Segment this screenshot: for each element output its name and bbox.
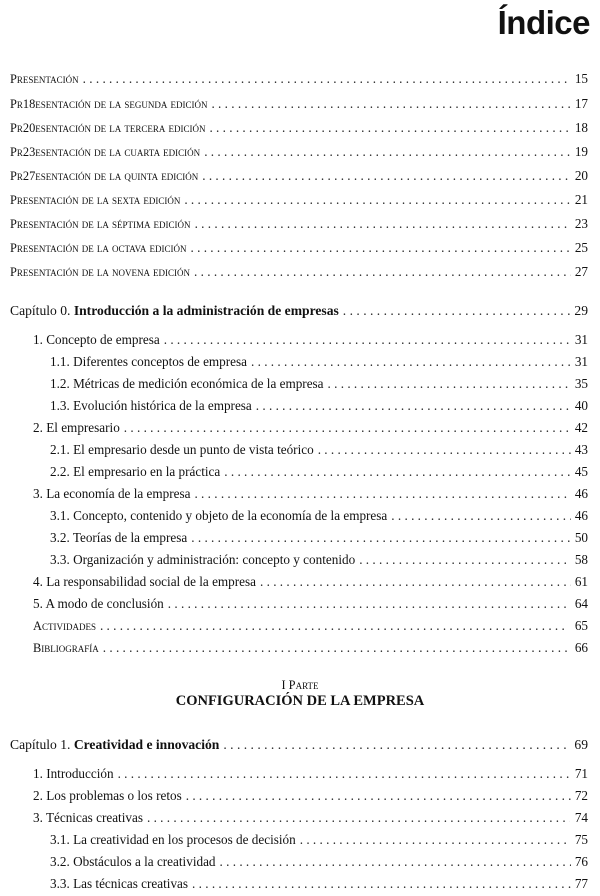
toc-entry-label: Presentación de la sexta edición [10, 193, 181, 207]
toc-entry-page: 61 [574, 574, 588, 589]
toc-entry[interactable] [0, 214, 600, 232]
dot-leader [184, 192, 570, 208]
toc-entry-label: 5. A modo de conclusión [33, 596, 164, 611]
toc-entry[interactable] [0, 94, 600, 112]
toc-entry-page: 35 [574, 376, 588, 391]
toc-entry-page: 15 [574, 71, 588, 86]
toc-entry[interactable] [0, 594, 600, 612]
toc-entry-label: 3.1. La creatividad en los procesos de decisión [50, 832, 296, 847]
toc-entry[interactable] [0, 190, 600, 208]
toc-entry[interactable] [0, 238, 600, 256]
toc-entry-label: Pr27esentación de la quinta edición [10, 169, 199, 183]
dot-leader [224, 464, 571, 480]
toc-entry-page: 50 [574, 530, 588, 545]
toc-entry[interactable] [0, 330, 600, 348]
chapter-1-title: Creatividad e innovación [73, 737, 220, 752]
toc-entry[interactable] [0, 440, 600, 458]
toc-entry-label: Actividades [33, 619, 96, 633]
toc-entry[interactable] [0, 550, 600, 568]
toc-entry[interactable] [0, 874, 600, 892]
dot-leader [194, 264, 571, 280]
chapter-0-prefix: Capítulo 0. [10, 303, 71, 318]
toc-entry-page: 45 [574, 464, 588, 479]
dot-leader [147, 810, 570, 826]
toc-entry-page: 43 [574, 442, 588, 457]
toc-entry[interactable] [0, 852, 600, 870]
toc-entry-label: Pr20esentación de la tercera edición [10, 121, 206, 135]
toc-entry-page: 42 [574, 420, 588, 435]
toc-entry-label: 3. Técnicas creativas [33, 810, 143, 825]
toc-entry[interactable] [0, 462, 600, 480]
toc-entry-page: 23 [574, 216, 588, 231]
toc-entry-label: 2.2. El empresario en la práctica [50, 464, 221, 479]
toc-entry[interactable] [0, 69, 600, 87]
dot-leader [211, 96, 570, 112]
toc-entry-label: Bibliografía [33, 641, 99, 655]
dot-leader [256, 398, 571, 414]
toc-entry-label: Pr23esentación de la cuarta edición [10, 145, 201, 159]
dot-leader [209, 120, 570, 136]
dot-leader [103, 640, 568, 656]
toc-entry-page: 27 [574, 264, 588, 279]
chapter-1-heading[interactable] [0, 735, 600, 753]
toc-entry-label: 2.1. El empresario desde un punto de vista teórico [50, 442, 314, 457]
chapter-1-page: 69 [574, 737, 588, 752]
toc-entry-page: 64 [574, 596, 588, 611]
toc-entry[interactable] [0, 506, 600, 524]
toc-entry-page: 46 [574, 486, 588, 501]
toc-entry[interactable] [0, 118, 600, 136]
toc-entry-label: 3.3. Organización y administración: concepto y contenido [50, 552, 356, 567]
dot-leader [220, 854, 571, 870]
toc-entry-page: 18 [574, 120, 588, 135]
dot-leader [195, 216, 571, 232]
toc-entry-label: 1.2. Métricas de medición económica de la empresa [50, 376, 324, 391]
toc-entry[interactable] [0, 418, 600, 436]
toc-entry-page: 40 [574, 398, 588, 413]
page-title: Índice [497, 4, 590, 41]
toc-entry-label: 3.3. Las técnicas creativas [50, 876, 189, 891]
toc-entry-page: 74 [574, 810, 588, 825]
chapter-0-heading[interactable] [0, 301, 600, 319]
toc-entry[interactable] [0, 764, 600, 782]
toc-entry[interactable] [0, 786, 600, 804]
toc-entry[interactable] [0, 352, 600, 370]
toc-entry-label: Pr18esentación de la segunda edición [10, 97, 208, 111]
toc-entry-label: 3.2. Obstáculos a la creatividad [50, 854, 216, 869]
toc-entry[interactable] [0, 572, 600, 590]
toc-entry[interactable] [0, 830, 600, 848]
dot-leader [204, 144, 571, 160]
toc-entry-page: 31 [574, 354, 588, 369]
toc-entry-page: 25 [574, 240, 588, 255]
toc-entry-label: 1. Introducción [33, 766, 114, 781]
toc-entry-page: 17 [574, 96, 588, 111]
toc-entry-page: 71 [574, 766, 588, 781]
dot-leader [192, 876, 571, 892]
dot-leader [391, 508, 571, 524]
toc-entry-page: 21 [574, 192, 588, 207]
toc-entry-label: 1.3. Evolución histórica de la empresa [50, 398, 252, 413]
toc-entry-label: 3. La economía de la empresa [33, 486, 191, 501]
dot-leader [100, 618, 568, 634]
dot-leader [260, 574, 571, 590]
toc-entry-page: 66 [574, 640, 588, 655]
toc-entry-label: 4. La responsabilidad social de la empresa [33, 574, 257, 589]
toc-entry-label: 1. Concepto de empresa [33, 332, 160, 347]
chapter-0-page: 29 [574, 303, 588, 318]
dot-leader [124, 420, 569, 436]
dot-leader [300, 832, 571, 848]
toc-entry[interactable] [0, 484, 600, 502]
dot-leader [168, 596, 570, 612]
toc-entry[interactable] [0, 262, 600, 280]
toc-entry-label: 3.1. Concepto, contenido y objeto de la economía de la empresa [50, 508, 388, 523]
toc-entry-page: 46 [574, 508, 588, 523]
toc-entry-label: Presentación de la octava edición [10, 241, 187, 255]
toc-entry-label: Presentación de la novena edición [10, 265, 191, 279]
toc-entry-label: 2. Los problemas o los retos [33, 788, 182, 803]
dot-leader [191, 530, 571, 546]
dot-leader [191, 240, 571, 256]
dot-leader [328, 376, 571, 392]
toc-entry-page: 65 [574, 618, 588, 633]
toc-entry-page: 20 [574, 168, 588, 183]
toc-entry-label: 2. El empresario [33, 420, 120, 435]
toc-entry-page: 31 [574, 332, 588, 347]
dot-leader [223, 737, 570, 753]
toc-entry-label: Presentación [10, 72, 79, 86]
dot-leader [359, 552, 571, 568]
chapter-1-prefix: Capítulo 1. [10, 737, 71, 752]
part-title: CONFIGURACIÓN DE LA EMPRESA [175, 693, 425, 709]
toc-entry-page: 76 [574, 854, 588, 869]
toc-entry[interactable] [0, 166, 600, 184]
toc-entry-page: 58 [574, 552, 588, 567]
dot-leader [202, 168, 571, 184]
toc-entry-page: 77 [574, 876, 588, 891]
dot-leader [251, 354, 571, 370]
toc-entry[interactable] [0, 374, 600, 392]
toc-entry-label: Presentación de la séptima edición [10, 217, 191, 231]
dot-leader [194, 486, 570, 502]
toc-entry[interactable] [0, 396, 600, 414]
chapter-0-title: Introducción a la administración de empresas [73, 303, 339, 318]
dot-leader [186, 788, 571, 804]
toc-entry[interactable] [0, 142, 600, 160]
dot-leader [318, 442, 571, 458]
toc-entry[interactable] [0, 638, 600, 656]
toc-entry-page: 75 [574, 832, 588, 847]
dot-leader [83, 71, 568, 87]
toc-entry-page: 72 [574, 788, 588, 803]
toc-entry[interactable] [0, 616, 600, 634]
dot-leader [343, 303, 571, 319]
dot-leader [164, 332, 570, 348]
toc-entry-label: 3.2. Teorías de la empresa [50, 530, 188, 545]
part-label: I Parte [281, 678, 319, 692]
toc-entry[interactable] [0, 808, 600, 826]
dot-leader [118, 766, 569, 782]
toc-entry[interactable] [0, 528, 600, 546]
toc-entry-label: 1.1. Diferentes conceptos de empresa [50, 354, 248, 369]
toc-entry-page: 19 [574, 144, 588, 159]
